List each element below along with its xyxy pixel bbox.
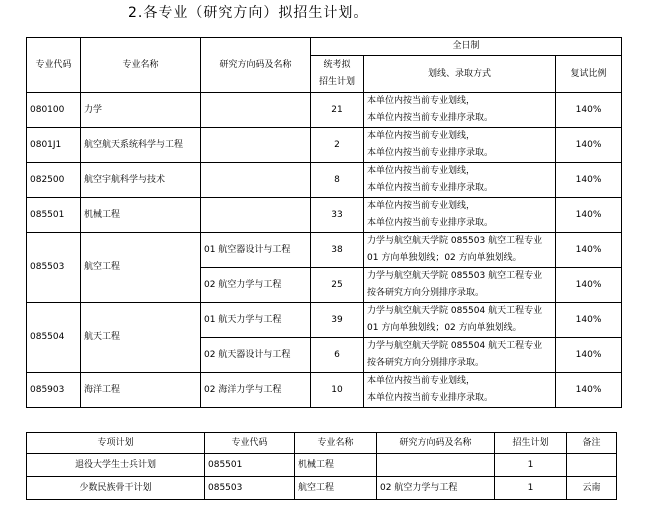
- table-row: [27, 454, 617, 477]
- header-name: 专业名称: [81, 38, 201, 93]
- header-direction: 研究方向码及名称: [201, 38, 311, 93]
- plan-count: 2: [311, 128, 364, 163]
- cell-line: 力学与航空航天学院 085503 航空工程专业: [367, 271, 543, 281]
- cell-line: 力学与航空航天学院 085503 航空工程专业: [367, 236, 543, 246]
- admission-method: [364, 338, 556, 373]
- admission-method: [364, 93, 556, 128]
- major-name: 航空航天系统科学与工程: [81, 128, 201, 163]
- special-cell-1: 085501: [205, 454, 295, 477]
- header-method: 划线、录取方式: [364, 56, 556, 93]
- cell-line: 本单位内按当前专业排序录取。: [367, 183, 494, 193]
- plan-count: 6: [311, 338, 364, 373]
- special-header-0: 专项计划: [27, 433, 205, 454]
- plan-count: 25: [311, 268, 364, 303]
- table-row: [27, 128, 622, 163]
- research-direction: 01 航空器设计与工程: [201, 233, 311, 268]
- special-header-1: 专业代码: [205, 433, 295, 454]
- table-row: [27, 303, 622, 338]
- major-name: 海洋工程: [81, 373, 201, 408]
- header-plan: [311, 56, 364, 93]
- major-code: 085504: [27, 303, 81, 373]
- plan-count: 8: [311, 163, 364, 198]
- retest-ratio: 140%: [556, 268, 622, 303]
- cell-line: 01 方向单独划线；02 方向单独划线。: [367, 323, 522, 333]
- admission-method: [364, 128, 556, 163]
- special-cell-3: 02 航空力学与工程: [377, 477, 495, 500]
- admission-method: [364, 373, 556, 408]
- special-header-5: 备注: [567, 433, 617, 454]
- retest-ratio: 140%: [556, 93, 622, 128]
- table-row: [27, 373, 622, 408]
- retest-ratio: 140%: [556, 373, 622, 408]
- special-cell-5: [567, 454, 617, 477]
- table-row: [27, 198, 622, 233]
- plan-count: 39: [311, 303, 364, 338]
- research-direction: [201, 93, 311, 128]
- header-row: [27, 433, 617, 454]
- major-name: 航天工程: [81, 303, 201, 373]
- special-cell-3: [377, 454, 495, 477]
- retest-ratio: 140%: [556, 233, 622, 268]
- cell-line: 本单位内按当前专业划线，: [367, 166, 476, 176]
- retest-ratio: 140%: [556, 163, 622, 198]
- special-cell-2: 机械工程: [295, 454, 377, 477]
- cell-line: 本单位内按当前专业排序录取。: [367, 148, 494, 158]
- cell-line: 01 方向单独划线；02 方向单独划线。: [367, 253, 522, 263]
- research-direction: [201, 163, 311, 198]
- header-row: [27, 38, 622, 56]
- cell-line: 招生计划: [318, 77, 355, 87]
- cell-line: 本单位内按当前专业排序录取。: [367, 218, 494, 228]
- cell-line: 本单位内按当前专业划线，: [367, 376, 476, 386]
- research-direction: [201, 198, 311, 233]
- research-direction: 02 航空力学与工程: [201, 268, 311, 303]
- admission-method: [364, 163, 556, 198]
- table-row: [27, 93, 622, 128]
- research-direction: 02 航天器设计与工程: [201, 338, 311, 373]
- retest-ratio: 140%: [556, 338, 622, 373]
- plan-count: 38: [311, 233, 364, 268]
- admission-method: [364, 303, 556, 338]
- special-cell-4: 1: [495, 454, 567, 477]
- special-cell-1: 085503: [205, 477, 295, 500]
- major-name: 力学: [81, 93, 201, 128]
- major-code: 085503: [27, 233, 81, 303]
- special-header-2: 专业名称: [295, 433, 377, 454]
- cell-line: 统考拟: [323, 60, 351, 70]
- research-direction: [201, 128, 311, 163]
- cell-line: 按各研究方向分别排序录取。: [367, 358, 485, 368]
- plan-count: 10: [311, 373, 364, 408]
- header-fulltime: 全日制: [311, 38, 622, 56]
- admission-method: [364, 233, 556, 268]
- major-code: 0801J1: [27, 128, 81, 163]
- cell-line: 本单位内按当前专业排序录取。: [367, 393, 494, 403]
- special-header-3: 研究方向码及名称: [377, 433, 495, 454]
- cell-line: 力学与航空航天学院 085504 航天工程专业: [367, 341, 543, 351]
- cell-line: 本单位内按当前专业排序录取。: [367, 113, 494, 123]
- plan-count: 33: [311, 198, 364, 233]
- special-plan-table: [26, 432, 617, 500]
- cell-line: 本单位内按当前专业划线，: [367, 131, 476, 141]
- major-code: 082500: [27, 163, 81, 198]
- header-code: 专业代码: [27, 38, 81, 93]
- retest-ratio: 140%: [556, 128, 622, 163]
- special-cell-0: 退役大学生士兵计划: [27, 454, 205, 477]
- special-cell-4: 1: [495, 477, 567, 500]
- enrollment-plan-table: [26, 37, 622, 408]
- cell-line: 本单位内按当前专业划线，: [367, 96, 476, 106]
- special-cell-0: 少数民族骨干计划: [27, 477, 205, 500]
- retest-ratio: 140%: [556, 198, 622, 233]
- major-code: 085501: [27, 198, 81, 233]
- retest-ratio: 140%: [556, 303, 622, 338]
- cell-line: 本单位内按当前专业划线，: [367, 201, 476, 211]
- header-ratio: 复试比例: [556, 56, 622, 93]
- admission-method: [364, 198, 556, 233]
- table-row: [27, 477, 617, 500]
- research-direction: 02 海洋力学与工程: [201, 373, 311, 408]
- major-code: 085903: [27, 373, 81, 408]
- cell-line: 力学与航空航天学院 085504 航天工程专业: [367, 306, 543, 316]
- page-heading: 2.各专业（研究方向）拟招生计划。: [128, 5, 369, 21]
- plan-count: 21: [311, 93, 364, 128]
- table-row: [27, 163, 622, 198]
- major-name: 航空工程: [81, 233, 201, 303]
- cell-line: 按各研究方向分别排序录取。: [367, 288, 485, 298]
- table-row: [27, 233, 622, 268]
- special-cell-5: 云南: [567, 477, 617, 500]
- major-name: 机械工程: [81, 198, 201, 233]
- research-direction: 01 航天力学与工程: [201, 303, 311, 338]
- major-code: 080100: [27, 93, 81, 128]
- major-name: 航空宇航科学与技术: [81, 163, 201, 198]
- special-header-4: 招生计划: [495, 433, 567, 454]
- admission-method: [364, 268, 556, 303]
- special-cell-2: 航空工程: [295, 477, 377, 500]
